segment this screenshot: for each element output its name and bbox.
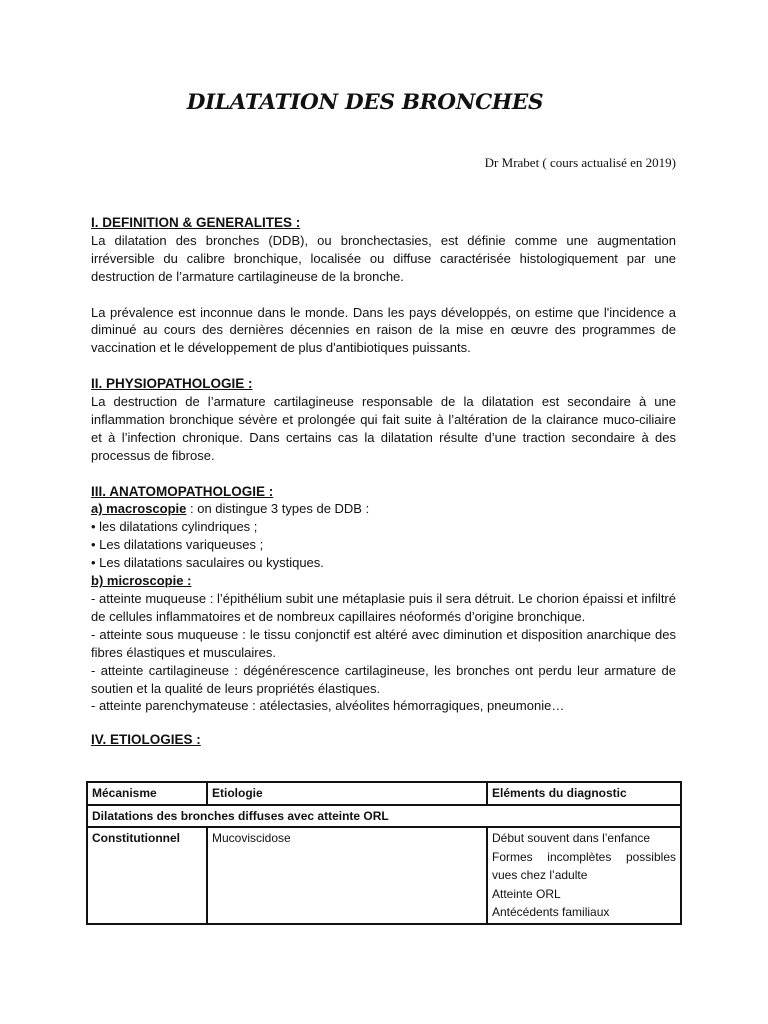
section-heading-physiopathologie: II. PHYSIOPATHOLOGIE : <box>91 376 253 392</box>
table-row <box>87 827 681 924</box>
diagnostic-item: Formes incomplètes possibles vues chez l’adulte <box>492 849 676 882</box>
table-header-cell: Etiologie <box>207 782 487 805</box>
diagnostic-item: Atteinte ORL <box>492 886 561 901</box>
list-item: - atteinte sous muqueuse : le tissu conjonctif est altéré avec diminution et disposition anarchique des fibres élastiques et musculaires. <box>91 626 676 660</box>
table-cell-etiologie: Mucoviscidose <box>207 827 487 924</box>
list-item: - atteinte parenchymateuse : atélectasies, alvéolites hémorragiques, pneumonie… <box>91 698 565 714</box>
diagnostic-item: Début souvent dans l’enfance <box>492 831 651 845</box>
list-item: • les dilatations cylindriques ; <box>91 519 258 535</box>
table-header-cell: Mécanisme <box>87 782 207 805</box>
list-item: - atteinte muqueuse : l’épithélium subit une métaplasie puis il sera détruit. Le chorion épaissi et infiltré de cellules inflammatoires et de nombreux capillaires néoformés d’origine bronchique. <box>91 590 676 624</box>
table-group-row <box>87 805 681 828</box>
table-cell-diagnostic <box>487 827 681 924</box>
macroscopie-line <box>91 500 676 518</box>
table-group-cell: Dilatations des bronches diffuses avec atteinte ORL <box>87 805 681 828</box>
definition-paragraph: La dilatation des bronches (DDB), ou bronchectasies, est définie comme une augmentation irréversible du calibre bronchique, localisée ou diffuse caractérisée histologiquement par une destruction de l’armature cartilagineuse de la bronche. <box>91 232 676 284</box>
document-body <box>91 214 676 749</box>
list-item: • Les dilatations saculaires ou kystiques. <box>91 555 324 571</box>
section-heading-etiologies: IV. ETIOLOGIES : <box>91 732 201 748</box>
microscopie-label: b) microscopie : <box>91 573 192 589</box>
author-line: Dr Mrabet ( cours actualisé en 2019) <box>484 155 676 170</box>
prevalence-paragraph: La prévalence est inconnue dans le monde. Dans les pays développés, on estime que l'incidence a diminué au cours des dernières décennies en raison de la mise en œuvre des programmes de vaccination et le développement de plus d'antibiotiques puissants. <box>91 304 676 356</box>
document-title: DILATATION DES BRONCHES <box>186 90 544 115</box>
macroscopie-text: : on distingue 3 types de DDB : <box>186 501 370 517</box>
list-item: - atteinte cartilagineuse : dégénérescence cartilagineuse, les bronches ont perdu leur armature de soutien et la qualité de leurs propriétés élastiques. <box>91 662 676 696</box>
list-item: • Les dilatations variqueuses ; <box>91 537 264 553</box>
physiopathologie-paragraph: La destruction de l’armature cartilagineuse responsable de la dilatation est secondaire à une inflammation bronchique sévère et prolongée qui fait suite à l’altération de la clairance muco-ciliaire et à l’infection chronique. Dans certains cas la dilatation résulte d’une traction secondaire à des processus de fibrose. <box>91 394 676 463</box>
diagnostic-item: Antécédents familiaux <box>492 905 610 919</box>
table-cell-mecanisme: Constitutionnel <box>87 827 207 924</box>
table-header-row <box>87 782 681 805</box>
section-heading-definition: I. DEFINITION & GENERALITES : <box>91 215 301 230</box>
section-heading-anatomopathologie: III. ANATOMOPATHOLOGIE : <box>91 483 274 499</box>
table-header-cell: Eléments du diagnostic <box>487 782 681 805</box>
etiologies-table <box>86 781 682 925</box>
macroscopie-label: a) macroscopie <box>91 501 187 517</box>
